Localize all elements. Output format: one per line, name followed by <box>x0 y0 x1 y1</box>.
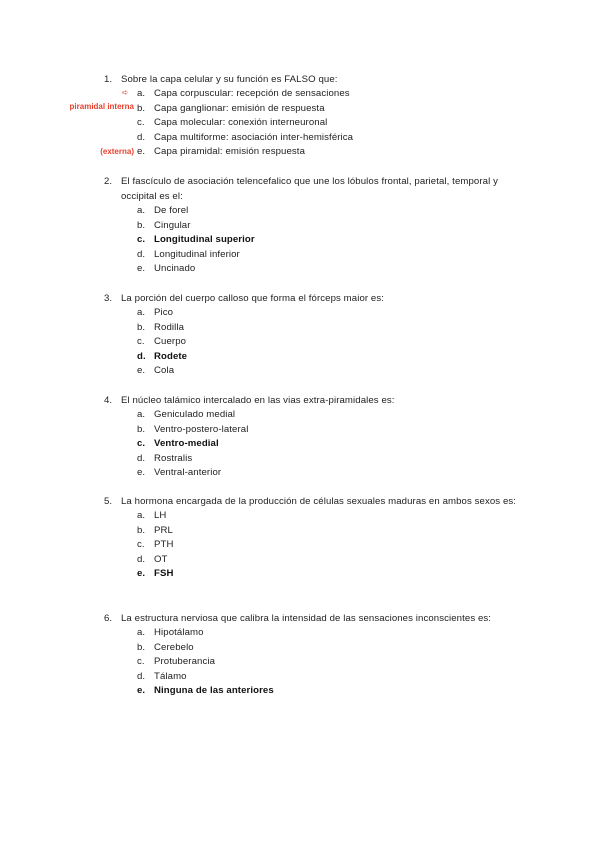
option-letter: e. <box>137 365 146 377</box>
option-e <box>104 466 524 481</box>
option-letter: e. <box>137 568 146 580</box>
option-text: Cingular <box>154 219 191 231</box>
option-b <box>104 423 524 438</box>
option-letter: b. <box>137 219 146 231</box>
option-letter: a. <box>137 510 146 521</box>
option-e <box>104 262 524 277</box>
option-text: LH <box>154 510 167 521</box>
option-letter: b. <box>137 102 146 114</box>
option-text: Hipotálamo <box>154 627 204 638</box>
option-a <box>104 87 524 102</box>
question-1 <box>104 72 524 160</box>
option-letter: a. <box>137 88 146 99</box>
option-a <box>104 408 524 423</box>
option-a <box>104 204 524 219</box>
option-letter: e. <box>137 685 146 697</box>
question-2 <box>104 174 524 277</box>
question-number: 4. <box>104 395 113 406</box>
option-list <box>104 204 524 277</box>
option-letter: d. <box>137 452 146 464</box>
annotation-arrow-icon: ➪ <box>122 88 129 97</box>
option-letter: d. <box>137 553 146 565</box>
option-b <box>104 321 524 336</box>
option-text: Capa multiforme: asociación inter-hemisférica <box>154 131 354 143</box>
option-list <box>104 306 524 379</box>
option-text: Cuerpo <box>154 336 187 348</box>
option-letter: b. <box>137 524 146 536</box>
option-a <box>104 626 524 641</box>
option-d <box>104 248 524 263</box>
option-text: Rostralis <box>154 452 193 464</box>
option-c <box>104 116 524 131</box>
option-e-correct <box>104 567 524 582</box>
option-letter: a. <box>137 627 146 638</box>
option-text: Rodete <box>154 350 188 362</box>
option-letter: b. <box>137 321 146 333</box>
option-c-correct <box>104 233 524 248</box>
question-4 <box>104 393 524 481</box>
option-b <box>104 524 524 539</box>
option-d <box>104 670 524 685</box>
option-d <box>104 452 524 467</box>
option-c <box>104 335 524 350</box>
option-letter: a. <box>137 307 146 318</box>
option-letter: c. <box>137 656 145 668</box>
option-text: Rodilla <box>154 321 185 333</box>
question-number: 6. <box>104 613 113 624</box>
option-text: Capa piramidal: emisión respuesta <box>154 146 306 158</box>
question-text: La estructura nerviosa que calibra la intensidad de las sensaciones inconscientes es: <box>121 613 492 624</box>
option-text: PRL <box>154 524 173 536</box>
option-list <box>104 626 524 699</box>
question-number: 1. <box>104 74 113 85</box>
option-text: Longitudinal inferior <box>154 248 240 260</box>
option-text: FSH <box>154 568 174 580</box>
option-text: Ventro-postero-lateral <box>154 423 249 435</box>
option-list <box>104 87 524 160</box>
option-text: Geniculado medial <box>154 409 236 420</box>
question-number: 2. <box>104 176 113 187</box>
option-text: Cerebelo <box>154 641 194 653</box>
option-letter: b. <box>137 641 146 653</box>
option-e <box>104 364 524 379</box>
option-b <box>104 641 524 656</box>
question-text: Sobre la capa celular y su función es FALSO que: <box>121 74 338 85</box>
option-text: Tálamo <box>154 670 187 682</box>
handwritten-note-externa: (externa) <box>100 147 134 156</box>
question-3 <box>104 291 524 379</box>
question-text: El fascículo de asociación telencefalico que une los lóbulos frontal, parietal, temporal y occipital es el: <box>121 176 498 202</box>
question-5 <box>104 494 524 582</box>
option-text: Capa corpuscular: recepción de sensaciones <box>154 88 350 99</box>
option-text: Capa molecular: conexión interneuronal <box>154 117 328 129</box>
option-text: Capa ganglionar: emisión de respuesta <box>154 102 325 114</box>
option-c <box>104 538 524 553</box>
option-letter: c. <box>137 336 145 348</box>
option-text: PTH <box>154 539 174 551</box>
option-b <box>104 219 524 234</box>
option-text: Protuberancia <box>154 656 216 668</box>
option-letter: c. <box>137 117 145 129</box>
question-number: 3. <box>104 293 113 304</box>
option-letter: d. <box>137 670 146 682</box>
option-text: Ventral-anterior <box>154 467 222 479</box>
option-letter: c. <box>137 539 145 551</box>
option-text: Uncinado <box>154 263 196 275</box>
option-e-correct <box>104 684 524 699</box>
option-text: De forel <box>154 205 189 216</box>
option-letter: c. <box>137 234 146 246</box>
question-number: 5. <box>104 496 113 507</box>
handwritten-note-piramidal-interna: piramidal interna <box>69 102 134 111</box>
option-d <box>104 131 524 146</box>
option-letter: d. <box>137 248 146 260</box>
option-letter: e. <box>137 146 146 158</box>
option-letter: a. <box>137 205 146 216</box>
option-a <box>104 509 524 524</box>
option-text: Ninguna de las anteriores <box>154 685 274 697</box>
option-text: Longitudinal superior <box>154 234 255 246</box>
question-6 <box>104 611 524 699</box>
option-e <box>104 145 524 160</box>
question-text: La porción del cuerpo calloso que forma el fórceps maior es: <box>121 293 385 304</box>
option-text: Pico <box>154 307 174 318</box>
question-text: La hormona encargada de la producción de células sexuales maduras en ambos sexos es: <box>121 496 517 507</box>
option-c <box>104 655 524 670</box>
option-d <box>104 553 524 568</box>
option-letter: e. <box>137 263 146 275</box>
option-text: Ventro-medial <box>154 438 219 450</box>
option-list <box>104 408 524 481</box>
option-letter: d. <box>137 350 146 362</box>
option-letter: d. <box>137 131 146 143</box>
option-list <box>104 509 524 582</box>
option-letter: e. <box>137 467 146 479</box>
option-d-correct <box>104 350 524 365</box>
option-text: Cola <box>154 365 175 377</box>
option-a <box>104 306 524 321</box>
option-letter: b. <box>137 423 146 435</box>
option-b <box>104 102 524 117</box>
option-text: OT <box>154 553 168 565</box>
option-c-correct <box>104 437 524 452</box>
option-letter: c. <box>137 438 146 450</box>
question-text: El núcleo talámico intercalado en las vias extra-piramidales es: <box>121 395 395 406</box>
option-letter: a. <box>137 409 146 420</box>
